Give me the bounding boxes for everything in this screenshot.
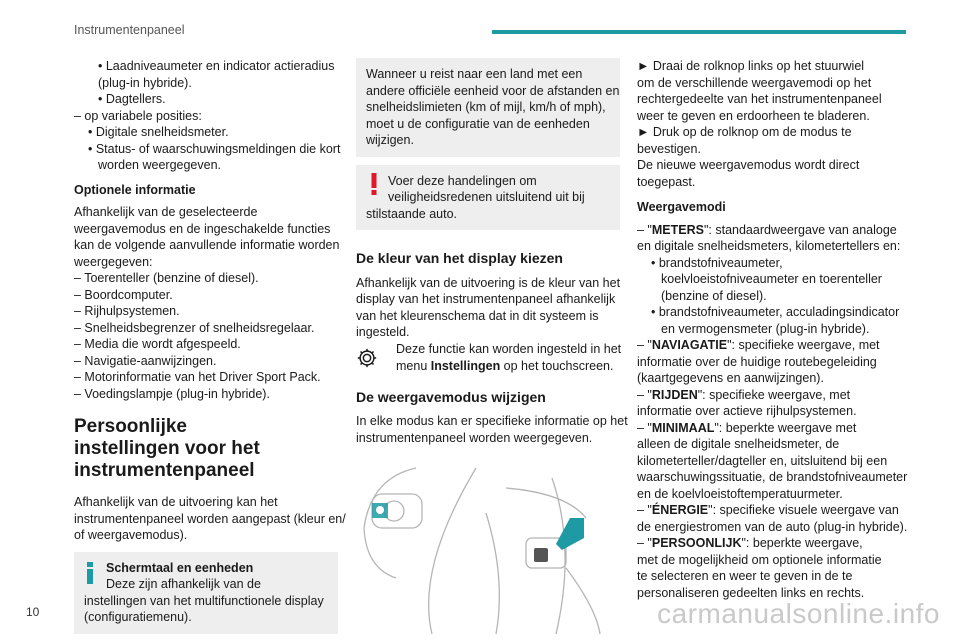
color-heading: De kleur van het display kiezen — [356, 250, 563, 266]
text-line: stilstaande auto. — [366, 206, 458, 221]
text-line: bevestigen. — [637, 141, 701, 156]
text-line: • Status- of waarschuwingsmeldingen die kort — [88, 141, 341, 156]
mode-persoonlijk — [637, 535, 909, 552]
text-line: worden weergegeven. — [98, 158, 221, 172]
text-line: met de mogelijkheid om optionele informatie — [637, 552, 882, 567]
text-line: – Rijhulpsystemen. — [74, 304, 180, 318]
column-left — [74, 58, 346, 634]
mode-desc: ": standaardweergave van analoge — [703, 222, 897, 237]
mode-prefix: – " — [637, 338, 652, 352]
info-box-text — [84, 576, 328, 626]
text-line: – Toerenteller (benzine of diesel). — [74, 271, 259, 285]
text-line: weergegeven: — [74, 254, 153, 269]
optional-info-heading: Optionele informatie — [74, 182, 196, 197]
mode-name-meters: METERS — [651, 222, 704, 237]
text-line: ► Druk op de rolknop om de modus te — [637, 125, 852, 139]
settings-pre: menu — [396, 358, 431, 373]
text-line: – Navigatie-aanwijzingen. — [74, 353, 217, 368]
mode-name-persoonlijk: PERSOONLIJK — [651, 536, 742, 550]
bullet-list-top — [74, 58, 341, 174]
page-number: 10 — [26, 605, 40, 619]
text-line: kilometerteller/dagteller en, uitsluitend bij een — [637, 453, 888, 468]
energie-details — [637, 519, 909, 536]
text-line: informatie over de huidige routebegeleiding — [637, 354, 877, 369]
steering-wheel-illustration — [356, 458, 620, 638]
text-line: wijzigen. — [366, 133, 414, 147]
warning-box — [356, 165, 620, 231]
text-line: de energiestromen van de auto (plug-in hybride). — [637, 519, 908, 534]
text-line: instrumentenpaneel — [74, 460, 255, 481]
text-line: weergavemodus en de ingeschakelde functies — [74, 221, 331, 236]
text-line: ► Draai de rolknop links op het stuurwiel — [637, 59, 865, 73]
column-right — [637, 58, 909, 601]
text-line: – op variabele posities: — [74, 108, 202, 123]
text-line: – Voedingslampje (plug-in hybride). — [74, 386, 270, 401]
mode-prefix: – " — [637, 387, 652, 402]
text-line: te selecteren en weer te geven in de te — [637, 569, 853, 583]
text-line: In elke modus kan er specifieke informatie op het — [356, 414, 628, 428]
text-line: ingesteld. — [356, 325, 410, 339]
text-line: – Boordcomputer. — [74, 287, 173, 302]
text-line: • brandstofniveaumeter, — [651, 255, 783, 270]
text-line: instrumentenpaneel worden weergegeven. — [356, 430, 593, 445]
text-line: • Laadniveaumeter en indicator actieradius — [98, 59, 335, 73]
text-line: • brandstofniveaumeter, acculadingsindicator — [651, 305, 900, 319]
text-line: Afhankelijk van de uitvoering kan het — [74, 495, 278, 509]
section-title — [74, 416, 338, 482]
settings-line-2 — [396, 358, 613, 375]
watermark: carmanualsonline.info — [657, 598, 940, 629]
text-line: • Dagtellers. — [98, 92, 166, 106]
text-line: en de koelvloeistoftemperatuurmeter. — [637, 486, 843, 501]
text-line: – Snelheidsbegrenzer of snelheidsregelaar. — [74, 320, 315, 335]
text-line: (plug-in hybride). — [98, 75, 192, 90]
text-line: koelvloeistofniveaumeter en toerenteller — [661, 272, 882, 286]
mode-prefix: – " — [637, 503, 652, 517]
settings-post: op het touchscreen. — [500, 358, 614, 373]
mode-name-energie: ÉNERGIE — [651, 503, 709, 517]
navigatie-details — [637, 354, 909, 387]
text-line: en vermogensmeter (plug-in hybride). — [661, 321, 870, 336]
modes-heading: Weergavemodi — [637, 200, 726, 214]
warning-text — [366, 173, 610, 223]
text-line: om de verschillende weergavemodi op het — [637, 75, 872, 90]
text-line: waarschuwingssituatie, de brandstofniveaumeter — [637, 470, 908, 484]
optional-info-list — [74, 204, 338, 402]
mode-name-rijden: RIJDEN — [651, 387, 698, 402]
mode-prefix: – " — [637, 420, 652, 435]
mode-heading: De weergavemodus wijzigen — [356, 388, 546, 405]
section-intro — [74, 494, 346, 544]
text-line: Afhankelijk van de uitvoering is de kleur van het — [356, 275, 621, 290]
text-line: moet u de configuratie van de eenheden — [366, 116, 590, 131]
text-line: of weergavemodus). — [74, 528, 188, 542]
text-line: Persoonlijke — [74, 416, 187, 437]
mode-prefix: – " — [637, 222, 652, 237]
mode-desc: ": specifieke weergave, met — [697, 387, 851, 402]
text-line: personaliseren gedeelten links en rechts. — [637, 585, 865, 600]
text-line: andere officiële eenheid voor de afstanden en — [366, 83, 620, 98]
mode-meters — [637, 222, 909, 239]
mode-energie — [637, 502, 909, 519]
text-line: – Media die wordt afgespeeld. — [74, 337, 241, 351]
text-line: toegepast. — [637, 174, 696, 189]
settings-note — [356, 341, 620, 375]
warning-icon — [368, 173, 380, 195]
mode-desc: ": specifieke visuele weergave van — [708, 503, 899, 517]
mode-name-minimaal: MINIMAAL — [651, 420, 715, 435]
text-line: alleen de digitale snelheidsmeter, de — [637, 437, 840, 451]
note-box — [356, 58, 620, 157]
instructions — [637, 58, 909, 190]
text-line: instrumentenpaneel worden aangepast (kleur en/ — [74, 511, 346, 526]
text-line: Afhankelijk van de geselecteerde — [74, 205, 258, 219]
mode-desc: ": beperkte weergave, — [741, 536, 863, 550]
gear-icon — [356, 347, 378, 369]
mode-prefix: – " — [637, 536, 652, 550]
rijden-details — [637, 403, 909, 420]
persoonlijk-details — [637, 552, 909, 602]
text-line: kan de volgende aanvullende informatie worden — [74, 238, 340, 252]
mode-navigatie — [637, 337, 909, 354]
mode-minimaal — [637, 420, 909, 437]
text-line: Voer deze handelingen om — [388, 173, 537, 188]
text-line: (configuratiemenu). — [84, 610, 192, 624]
text-line: en digitale snelheidsmeters, kilometertellers en: — [637, 239, 901, 253]
text-line: De nieuwe weergavemodus wordt direct — [637, 158, 860, 172]
text-line: veiligheidsredenen uitsluitend uit bij — [388, 190, 585, 204]
mode-rijden — [637, 387, 909, 404]
text-line: (benzine of diesel). — [661, 288, 767, 303]
text-line: rechtergedeelte van het instrumentenpaneel — [637, 92, 882, 106]
text-line: (kaartgegevens en aanwijzingen). — [637, 371, 824, 385]
text-line: • Digitale snelheidsmeter. — [88, 125, 229, 139]
text-line: Deze zijn afhankelijk van de — [106, 577, 261, 591]
mode-desc: ": specifieke weergave, met — [727, 338, 880, 352]
header-accent-bar — [492, 30, 906, 34]
text-line: instellingen van het multifunctionele display — [84, 593, 324, 608]
color-text — [356, 275, 620, 341]
info-box — [74, 552, 338, 634]
info-box-title: Schermtaal en eenheden — [106, 560, 254, 575]
minimaal-details — [637, 436, 909, 502]
text-line: informatie over actieve rijhulpsystemen. — [637, 404, 857, 418]
mode-desc: ": beperkte weergave met — [714, 420, 857, 435]
settings-line-1: Deze functie kan worden ingesteld in het — [396, 341, 622, 356]
text-line: Wanneer u reist naar een land met een — [366, 67, 583, 81]
info-icon — [84, 562, 96, 584]
mode-text — [356, 413, 628, 446]
text-line: weer te geven en erdoorheen te bladeren. — [637, 108, 870, 123]
running-header-title: Instrumentenpaneel — [74, 23, 185, 37]
text-line: instellingen voor het — [74, 438, 260, 459]
column-middle — [356, 58, 628, 643]
text-line: snelheidslimieten (km of mijl, km/h of mph), — [366, 100, 606, 114]
text-line: display van het instrumentenpaneel afhankelijk — [356, 292, 616, 306]
text-line: van het kleurenschema dat in dit systeem is — [356, 308, 599, 323]
settings-menu-name: Instellingen — [430, 358, 501, 373]
text-line: – Motorinformatie van het Driver Sport Pack. — [74, 370, 321, 384]
mode-name-navigatie: NAVIAGATIE — [651, 338, 728, 352]
meters-details — [637, 238, 909, 337]
